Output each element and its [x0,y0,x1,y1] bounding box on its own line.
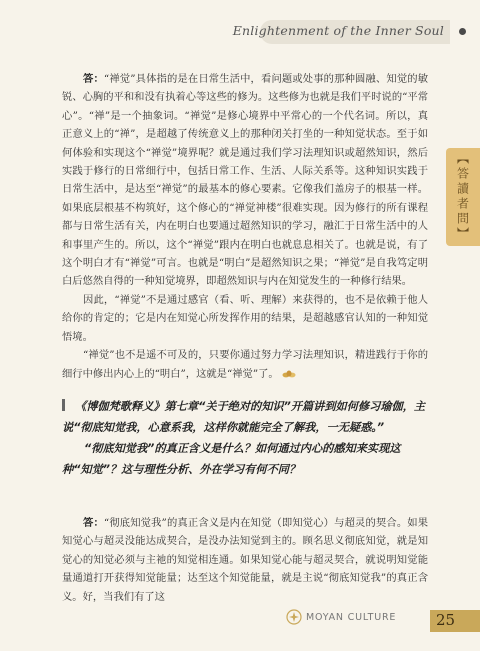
answer-1 [62,70,428,383]
section-tab [446,148,480,246]
question-line-1 [62,396,428,438]
footer-brand: MOYAN CULTURE [306,612,397,623]
answer-2 [62,514,428,606]
question-text-1: 《博伽梵歌释义》第七章“关于绝对的知识”开篇讲到如何修习瑜伽，主说“彻底知觉我，心意系我，这样你就能完全了解我，一无疑惑。” [62,400,426,434]
brand-logo-icon [286,609,302,625]
bullet-dot-icon [459,28,466,35]
answer-2-lead: 答： [83,517,104,529]
answer-lead: 答： [83,73,104,85]
answer-1-text-2: 因此，“禅觉”不是通过感官（看、听、理解）来获得的，也不是依赖于他人给你的肯定的；它是内在知觉心所发挥作用的结果，是超越感官认知的一种知觉悟境。 [62,293,428,343]
section-tab-label: 【答讀者問】 [455,152,470,242]
page-number: 25 [436,611,456,629]
lotus-icon [282,370,296,378]
question-line-2 [62,438,428,480]
answer-1-paragraph-2 [62,291,428,346]
question-block [62,396,428,480]
question-text-2: “彻底知觉我”的真正含义是什么？如何通过内心的感知来实现这种“知觉”？这与理性分析、外在学习有何不同？ [62,442,401,476]
question-marker-icon [62,399,65,411]
answer-1-text-1: “禅觉”具体指的是在日常生活中，看问题或处事的那种圆融、知觉的敏锐、心胸的平和和没有执着心等这些的修为。这些修为也就是我们平时说的“平常心”。“禅”是一个抽象词。“禅觉”是修心境界中平常心的一个代名词。所以，真正意义上的“禅”，是超越了传统意义上的那种闭关打坐的一种知觉状态。至于如何体验和实现这个“禅觉”境界呢？就是通过我们学习法理知识或超然知识，然后实践于修行的日常细行中，包括日常工作、生活、人际关系等。这种知识实践于日常生活中，是达至“禅觉”的最基本的修心要素。它像我们盖房子的根基一样。如果底层根基不构筑好，这个修心的“禅觉神楼”很难实现。因为修行的所有课程都与日常生活有关，内在明白也要通过超然知识的学习，融汇于日常生活中的人和事里产生的。所以，这个“禅觉”跟内在明白也就息息相关了。也就是说，有了这个明白才有“禅觉”可言。也就是“明白”是超然知识之果；“禅觉”是自我笃定明白后悠然自得的一种知觉境界，即超然知识与内在知觉发生的一种修行结果。 [62,73,429,288]
running-header [0,20,480,54]
answer-1-paragraph-1 [62,70,428,291]
header-title: Enlightenment of the Inner Soul [232,23,444,38]
answer-2-text: “彻底知觉我”的真正含义是内在知觉（即知觉心）与超灵的契合。如果知觉心与超灵没能达成契合，是没办法知觉到主的。顾名思义彻底知觉，就是知觉心的知觉必须与主祂的知觉相连通。如果知觉心能与超灵契合，就说明知觉能量通道打开获得知觉能量；达至这个知觉能量，就是主说“彻底知觉我”的真正含义。好，当我们有了这 [62,517,429,603]
answer-1-text-3: “禅觉”也不是遥不可及的，只要你通过努力学习法理知识，精进践行于你的细行中修出内心上的“明白”，这就是“禅觉”了。 [62,349,428,380]
answer-1-paragraph-3 [62,346,428,383]
answer-2-paragraph [62,514,428,606]
